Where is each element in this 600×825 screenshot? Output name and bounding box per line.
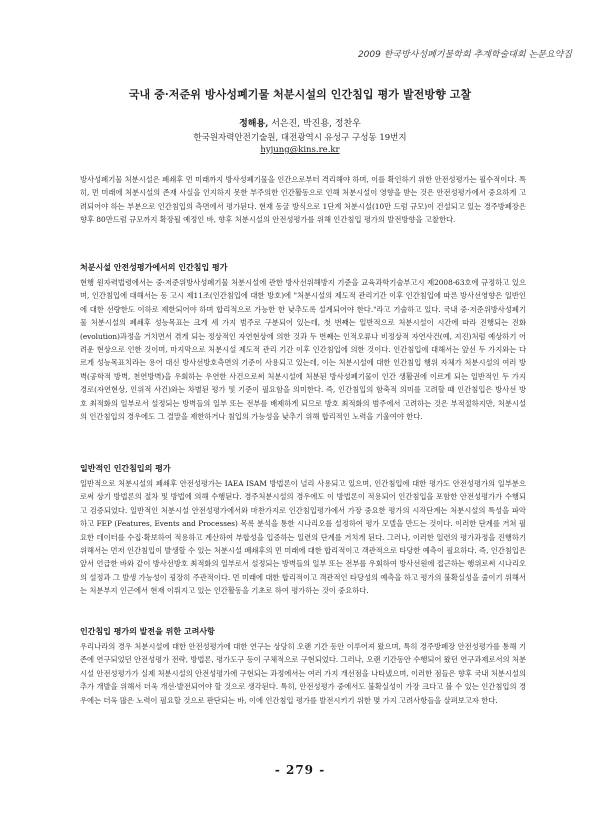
section-1 bbox=[80, 276, 526, 423]
section-1-text: 현행 원자력법령에서는 중·저준위방사성폐기물 처분시설에 관한 방사선위해방지 기준을 교육과학기술부고시 제2008-63호에 규정하고 있으며, 인간침입에 대해서는 동 고시 제11조(인간침입에 대한 방호)에 "처분시설의 제도적 관리기간 이후 인간침입에 따른 방사선영향은 일반인에 대한 선량한도 이하로 제한되어야 하며 합리적으로 가능한 한 낮추도록 설계되어야 한다."라고 기술하고 있다. 국내 중·저준위방사성폐기물 처분시설의 폐쇄후 성능목표는 크게 세 가지 범주로 구분되어 있는데, 첫 번째는 일반적으로 처분시설이 시간에 따라 진행되는 진화(evolution)과정을 거치면서 겪게 되는 정상적인 자연현상에 의한 것과 두 번째는 인적오류나 비정상적 자연사건(예, 지진)처럼 예상하기 어려운 현상으로 인한 것이며, 마지막으로 처분시설 제도적 관리 기간 이후 인간침입에 의한 것이다. 인간침입에 대해서는 앞선 두 가지와는 다르게 성능목표치라는 용어 대신 방사선방호측면의 기준이 사용되고 있는데, 이는 처분시설에 대한 인간침입 행위 자체가 처분시설의 여러 방벽(공학적 방벽, 천연방벽)을 우회하는 우연한 사건으로써 처분시설에 처분된 방사성폐기물이 인간 생활권에 이르게 되는 일반적인 두 가지 경로(자연현상, 인위적 사건)와는 차별된 평가 및 기준이 필요함을 의미한다. 즉, 인간침입의 함축적 의미를 고려할 때 인간침입은 방사선 방호 최적화의 일부로서 설정되는 방벽들의 일부 또는 전부를 배제하게 되므로 방호 최적화의 범주에서 고려하는 것은 부적절하지만, 처분시설의 인간침입의 경우에도 그 결말을 제한하거나 침입의 가능성을 낮추기 위해 합리적인 노력을 기울여야 한다. bbox=[80, 278, 526, 422]
abstract bbox=[80, 173, 526, 227]
paper-title: 국내 중·저준위 방사성폐기물 처분시설의 인간침입 평가 발전방향 고찰 bbox=[128, 88, 472, 101]
page-number: - 279 - bbox=[274, 763, 326, 777]
section-heading-3: 인간침입 평가의 발전을 위한 고려사항 bbox=[80, 626, 215, 636]
co-authors: 서은진, 박진용, 정찬우 bbox=[268, 119, 361, 129]
email-line bbox=[0, 145, 600, 155]
section-heading-2: 일반적인 인간침입의 평가 bbox=[80, 463, 171, 473]
section-3 bbox=[80, 640, 526, 707]
affiliation: 한국원자력안전기술원, 대전광역시 유성구 구성동 19번지 bbox=[193, 133, 407, 143]
section-3-text: 우리나라의 경우 처분시설에 대한 안전성평가에 대한 연구는 상당히 오랜 기간 동안 이루어져 왔으며, 특히 경주방폐장 안전성평가를 통해 기존에 연구되었던 안전성평가 전략, 방법론, 평가도구 등이 구체적으로 구현되었다. 그러나, 오랜 기간동안 수행되어 왔던 연구과제로서의 처분시설 안전성평가가 실제 처분시설의 안전성평가에 구현되는 과정에서는 여러 가지 개선점을 나타냈으며, 이러한 점들은 향후 국내 처분시설의 추가 개발을 위해서 더욱 개선·발전되어야 할 것으로 생각된다. 특히, 안전성평가 중에서도 불확실성이 가장 크다고 볼 수 있는 인간침입의 경우에는 더욱 많은 노력이 필요할 것으로 판단되는 바, 이에 인간침입 평가를 발전시키기 위한 몇 가지 고려사항들을 살펴보고자 한다. bbox=[80, 642, 526, 705]
abstract-text: 방사성폐기물 처분시설은 폐쇄후 먼 미래까지 방사성폐기물을 인간으로부터 격리해야 하며, 이를 확인하기 위한 안전성평가는 필수적이다. 특히, 먼 미래에 처분시설의 존재 사실을 인지하지 못한 부주의한 인간활동으로 인해 처분시설이 영향을 받는 것은 안전성평가에서 중요하게 고려되어야 하는 부분으로 인간침입의 측면에서 평가된다. 현재 동굴 방식으로 1단계 처분시설(10만 드럼 규모)이 건설되고 있는 경주방폐장은 향후 80만드럼 규모까지 확장될 예정인 바, 향후 처분시설의 안전성평가를 위해 인간침입 평가의 발전방향을 고찰한다. bbox=[80, 175, 526, 225]
running-head: 2009 한국방사성폐기물학회 추계학술대회 논문요약집 bbox=[357, 50, 572, 60]
section-2-text: 일반적으로 처분시설의 폐쇄후 안전성평가는 IAEA ISAM 방법론이 널리 사용되고 있으며, 인간침입에 대한 평가도 안전성평가의 일부분으로써 상기 방법론의 절차 및 방법에 의해 수행된다. 경주처분시설의 경우에도 이 방법론이 적용되어 인간침입을 포함한 안전성평가가 수행되고 검증되었다. 일반적인 처분시설 안전성평가에서와 마찬가지로 인간침입평가에서 가장 중요한 평가의 시작단계는 처분시설의 특성을 파악하고 FEP (Features, Events and Processes) 목록 분석을 통한 시나리오를 설정하여 평가 모델을 만드는 것이다. 이러한 단계를 거쳐 필요한 데이터를 수집·확보하여 적용하고 계산하여 부합성을 입증하는 일련의 단계를 거치게 된다. 그러나, 이러한 일련의 평가과정을 진행하기 위해서는 먼저 인간침입이 발생할 수 있는 처분시설 폐쇄후의 먼 미래에 대한 합리적이고 객관적으로 타당한 예측이 필요하다. 즉, 인간침입은 앞서 언급한 바와 같이 방사선방호 최적화의 일부로서 설정되는 방벽들의 일부 또는 전부를 우회하여 방사선원에 접근하는 행위로써 시나리오의 설정과 그 발생 가능성이 굉장히 주관적이다. 먼 미래에 대한 합리적이고 객관적인 타당성의 예측을 하고 평가의 불확실성을 줄이기 위해서는 처분부지 인근에서 현재 이뤄지고 있는 인간활동을 기초로 하여 평가하는 것이 중요하다. bbox=[80, 479, 526, 596]
section-2 bbox=[80, 477, 526, 598]
author-list bbox=[0, 116, 600, 129]
lead-author: 정해용, bbox=[239, 119, 269, 129]
section-heading-1: 처분시설 안전성평가에서의 인간침입 평가 bbox=[80, 262, 228, 272]
email-link[interactable]: hyjung@kins.re.kr bbox=[260, 145, 340, 155]
